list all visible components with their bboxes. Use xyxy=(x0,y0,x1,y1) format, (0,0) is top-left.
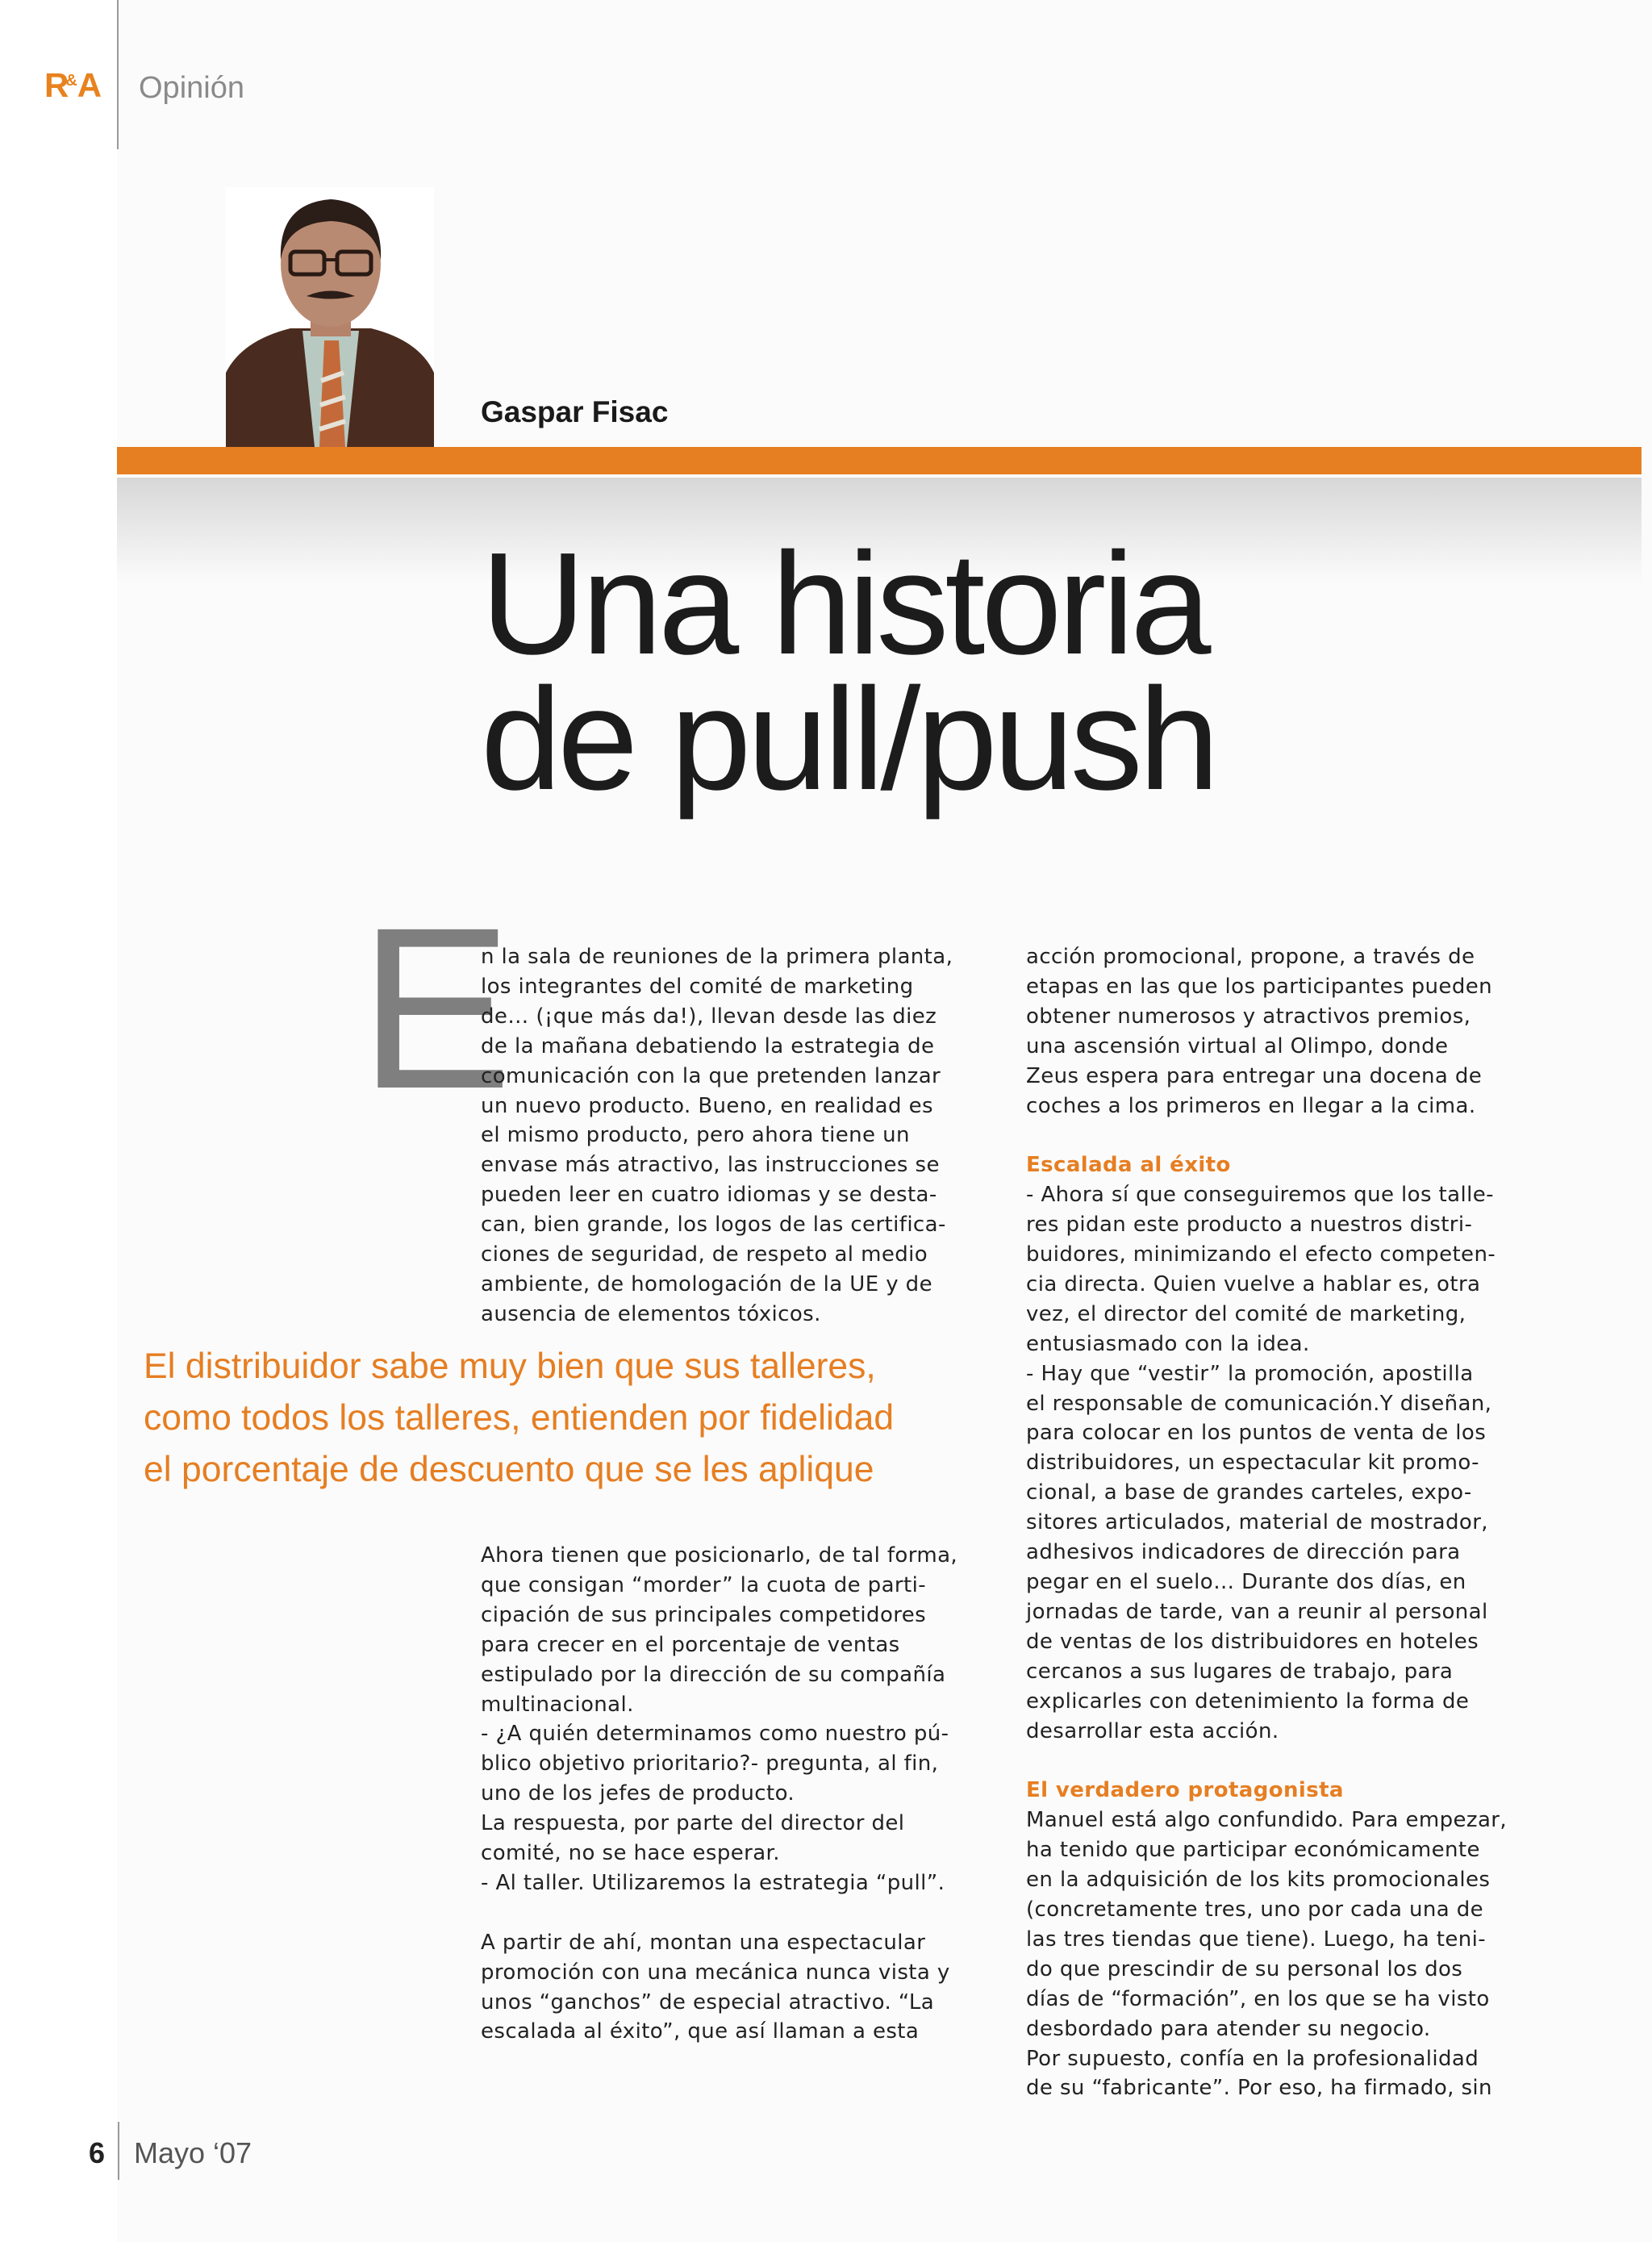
body-paragraph: n la sala de reuniones de la primera planta, los integrantes del comité de marketing de… (¡que más da!), llevan desde las diez de la mañana debatiendo la estrategia de comunicación con la que pretenden lanzar un nuevo producto. Bueno, en realidad es el mismo producto, pero ahora tiene un envase más atractivo, las instrucciones se pueden leer en cuatro idiomas y se desta- can, bien grande, los logos de las certifica- ciones de seguridad, de respeto al medio ambiente, de homologación de la UE y de ausencia de elementos tóxicos. xyxy=(481,945,953,1326)
body-paragraph: acción promocional, propone, a través de etapas en las que los participantes pueden obtener numerosos y atractivos premios, una ascensión virtual al Olimpo, donde Zeus espera para entregar una docena de coches a los primeros en llegar a la cima. xyxy=(1026,945,1492,1118)
column-1-continued xyxy=(481,1541,997,2047)
subheading: Escalada al éxito xyxy=(1026,1153,1231,1178)
body-paragraph: Manuel está algo confundido. Para empezar, ha tenido que participar económicamente en la adquisición de los kits promocionales (concretamente tres, uno por cada una de las tres tiendas que tiene). Luego, ha teni- do que prescindir de su personal los dos días de “formación”, en los que se ha visto desbordado para atender su negocio. Por supuesto, confía en la profesionalidad de su “fabricante”. Por eso, ha firmado, sin xyxy=(1026,1808,1508,2101)
orange-rule xyxy=(117,447,1642,474)
drop-cap: E xyxy=(359,880,513,1137)
title-line-2: de pull/push xyxy=(481,658,1216,820)
page-number: 6 xyxy=(89,2136,106,2169)
column-2 xyxy=(1026,942,1542,2103)
body-paragraph: A partir de ahí, montan una espectacular promoción con una mecánica nunca vista y unos “ganchos” de especial atractivo. “La escalada al éxito”, que así llaman a esta xyxy=(481,1930,950,2044)
column-1-intro xyxy=(481,942,997,1330)
article-title xyxy=(481,523,1216,820)
body-paragraph: - Ahora sí que conseguiremos que los talle- res pidan este producto a nuestros distri- buidores, minimizando el efecto competen- cia directa. Quien vuelve a hablar es, otra vez, el director del comité de marketing, entusiasmado con la idea. - Hay que “vestir” la promoción, apostilla el responsable de comunicación.Y diseñan, para colocar en los puntos de venta de los distribuidores, un espectacular kit promo- cional, a base de grandes carteles, expo- sitores articulados, material de mostrador, adhesivos indicadores de dirección para pegar en el suelo… Durante dos días, en jornadas de tarde, van a reunir al personal de ventas de los distribuidores en hoteles cercanos a sus lugares de trabajo, para explicarles con detenimiento la forma de desarrollar esta acción. xyxy=(1026,1183,1496,1743)
body-paragraph: Ahora tienen que posicionarlo, de tal forma, que consigan “morder” la cuota de parti- cipación de sus principales competidores para crecer en el porcentaje de ventas estipulado por la dirección de su compañía multinacional. - ¿A quién determinamos como nuestro pú- blico objetivo prioritario?- pregunta, al fin, uno de los jefes de producto. La respuesta, por parte del director del comité, no se hace esperar. - Al taller. Utilizaremos la estrategia “pull”. xyxy=(481,1543,958,1895)
footer-divider xyxy=(118,2122,119,2180)
magazine-logo: R&A xyxy=(44,66,99,104)
header-divider xyxy=(117,0,119,149)
author-photo xyxy=(226,187,434,447)
section-label: Opinión xyxy=(139,71,244,105)
author-name: Gaspar Fisac xyxy=(481,395,669,428)
pull-quote: El distribuidor sabe muy bien que sus talleres, como todos los talleres, entienden por fidelidad el porcentaje de descuento que se les aplique xyxy=(144,1346,895,1489)
subheading: El verdadero protagonista xyxy=(1026,1778,1344,1803)
issue-date: Mayo ‘07 xyxy=(134,2136,252,2169)
title-line-1: Una historia xyxy=(481,523,1208,685)
